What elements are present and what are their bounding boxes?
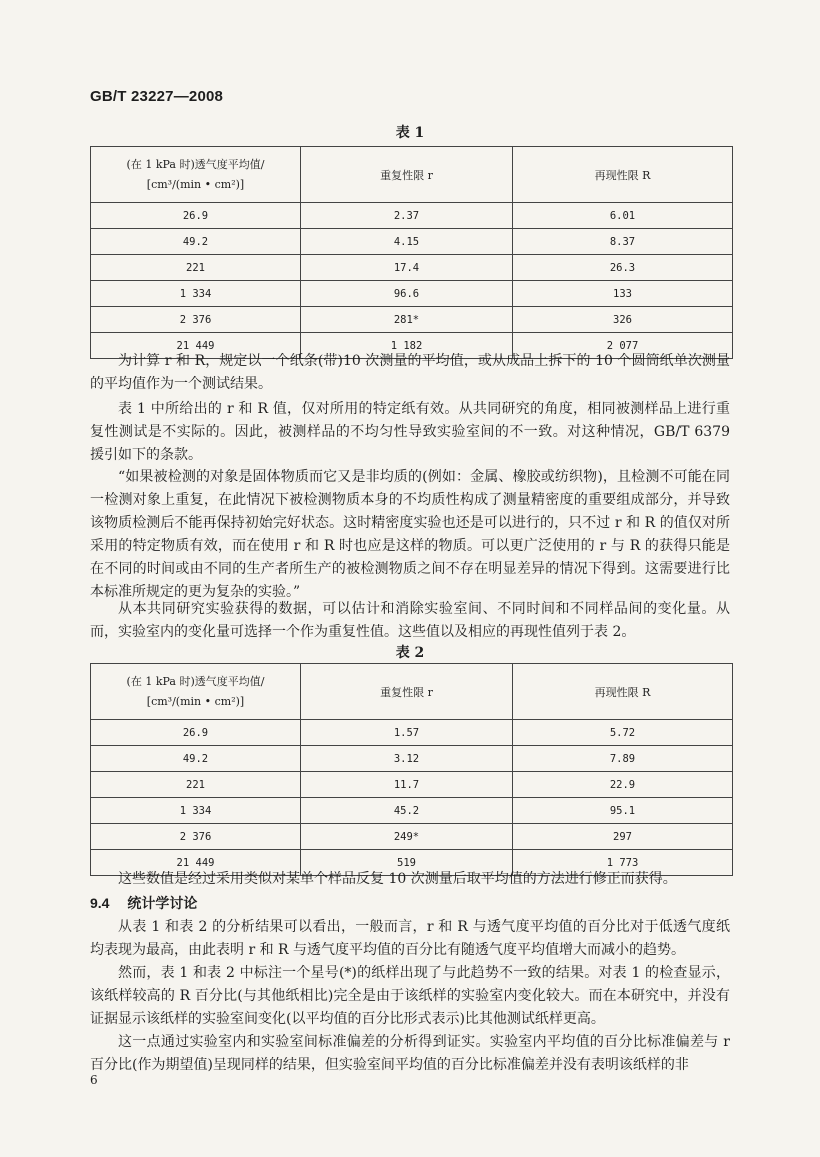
table-cell: 11.7 <box>301 772 513 798</box>
table2-col1-line1: (在 1 kPa 时)透气度平均值/ <box>126 674 265 688</box>
table-row <box>91 746 733 772</box>
table-cell: 26.3 <box>513 255 733 281</box>
table-row <box>91 255 733 281</box>
table-cell: 1.57 <box>301 720 513 746</box>
table-cell: 1 334 <box>91 281 301 307</box>
table-cell: 17.4 <box>301 255 513 281</box>
page-number: 6 <box>90 1073 98 1087</box>
table-cell: 519 <box>301 850 513 876</box>
table-cell: 4.15 <box>301 229 513 255</box>
table-cell: 21 449 <box>91 333 301 359</box>
table-cell: 2 376 <box>91 307 301 333</box>
table-cell: 221 <box>91 772 301 798</box>
table2-col1-header <box>91 664 301 720</box>
quoted-paragraph: “如果被检测的对象是固体物质而它又是非均质的(例如：金属、橡胶或纺织物)，且检测不可能在同一检测对象上重复，在此情况下被检测物质本身的不均质性构成了测量精密度的重要组成部分，并导致该物质检测后不能再保持初始完好状态。这时精密度实验也还是可以进行的，只不过 r 和 R 的值仅对所采用的特定物质有效，而在使用 r 和 R 时也应是这样的物质。可以更广泛使用的 r 与 R 的获得只能是在不同的时间或由不同的生产者所生产的被检测物质之间不存在明显差异的情况下得到。这需要进行比本标准所规定的更为复杂的实验。” <box>90 469 730 600</box>
table-row <box>91 281 733 307</box>
table-cell: 249* <box>301 824 513 850</box>
table-cell: 2 077 <box>513 333 733 359</box>
table-row <box>91 772 733 798</box>
table-cell: 6.01 <box>513 203 733 229</box>
table-cell: 22.9 <box>513 772 733 798</box>
table-cell: 26.9 <box>91 720 301 746</box>
table-cell: 133 <box>513 281 733 307</box>
paragraph: 这一点通过实验室内和实验室间标准偏差的分析得到证实。实验室内平均值的百分比标准偏差与 r 百分比(作为期望值)呈现同样的结果，但实验室间平均值的百分比标准偏差并没有表明该纸样的非 <box>90 1034 730 1073</box>
paragraph: 表 1 中所给出的 r 和 R 值，仅对所用的特定纸有效。从共同研究的角度，相同被测样品上进行重复性测试是不实际的。因此，被测样品的不均匀性导致实验室间的不一致。对这种情况，GB/T 6379 援引如下的条款。 <box>90 401 730 463</box>
paragraph: 从表 1 和表 2 的分析结果可以看出，一般而言，r 和 R 与透气度平均值的百分比对于低透气度纸均表现为最高，由此表明 r 和 R 与透气度平均值的百分比有随透气度平均值增大而减小的趋势。 <box>90 919 730 958</box>
table-cell: 221 <box>91 255 301 281</box>
table-cell: 281* <box>301 307 513 333</box>
paragraph: 为计算 r 和 R，规定以一个纸条(带)10 次测量的平均值，或从成品上拆下的 10 个圆筒纸单次测量的平均值作为一个测试结果。 <box>90 353 730 392</box>
table-cell: 8.37 <box>513 229 733 255</box>
table-row <box>91 203 733 229</box>
table2-header-row <box>91 664 733 720</box>
table-cell: 1 773 <box>513 850 733 876</box>
table-cell: 1 334 <box>91 798 301 824</box>
table2 <box>90 663 733 876</box>
table1-col1-header <box>91 147 301 203</box>
paragraph: 从本共同研究实验获得的数据，可以估计和消除实验室间、不同时间和不同样品间的变化量。从而，实验室内的变化量可选择一个作为重复性值。这些值以及相应的再现性值列于表 2。 <box>90 601 730 640</box>
table-cell: 326 <box>513 307 733 333</box>
table-cell: 2.37 <box>301 203 513 229</box>
table2-col2-header: 重复性限 r <box>301 664 513 720</box>
table-row <box>91 798 733 824</box>
table-cell: 49.2 <box>91 746 301 772</box>
table-cell: 297 <box>513 824 733 850</box>
table-cell: 1 182 <box>301 333 513 359</box>
table-cell: 5.72 <box>513 720 733 746</box>
table1 <box>90 146 733 359</box>
table1-col3-header: 再现性限 R <box>513 147 733 203</box>
table-cell: 3.12 <box>301 746 513 772</box>
table-cell: 21 449 <box>91 850 301 876</box>
table1-col1-line1: (在 1 kPa 时)透气度平均值/ <box>126 157 265 171</box>
section-heading <box>90 893 197 913</box>
table1-col1-line2: [cm³/(min • cm²)] <box>146 177 245 191</box>
standard-code: GB/T 23227—2008 <box>90 88 224 105</box>
table-row <box>91 307 733 333</box>
table-row <box>91 229 733 255</box>
table-cell: 26.9 <box>91 203 301 229</box>
paragraph: 然而，表 1 和表 2 中标注一个星号(*)的纸样出现了与此趋势不一致的结果。对表 1 的检查显示，该纸样较高的 R 百分比(与其他纸相比)完全是由于该纸样的实验室内变化较大。而在本研究中，并没有证据显示该纸样的实验室间变化(以平均值的百分比形式表示)比其他测试纸样更高。 <box>90 965 730 1027</box>
table-cell: 49.2 <box>91 229 301 255</box>
table2-title: 表 2 <box>395 645 425 661</box>
paragraph: 这些数值是经过采用类似对某单个样品反复 10 次测量后取平均值的方法进行修正而获得。 <box>118 871 677 887</box>
table-cell: 7.89 <box>513 746 733 772</box>
table1-title: 表 1 <box>395 125 425 141</box>
table1-header-row <box>91 147 733 203</box>
table-row <box>91 824 733 850</box>
table2-col3-header: 再现性限 R <box>513 664 733 720</box>
table-cell: 2 376 <box>91 824 301 850</box>
table-cell: 96.6 <box>301 281 513 307</box>
table-row <box>91 720 733 746</box>
section-number: 9.4 <box>90 895 110 911</box>
table-cell: 95.1 <box>513 798 733 824</box>
table1-col2-header: 重复性限 r <box>301 147 513 203</box>
table2-col1-line2: [cm³/(min • cm²)] <box>146 694 245 708</box>
table-cell: 45.2 <box>301 798 513 824</box>
section-title: 统计学讨论 <box>127 895 198 911</box>
